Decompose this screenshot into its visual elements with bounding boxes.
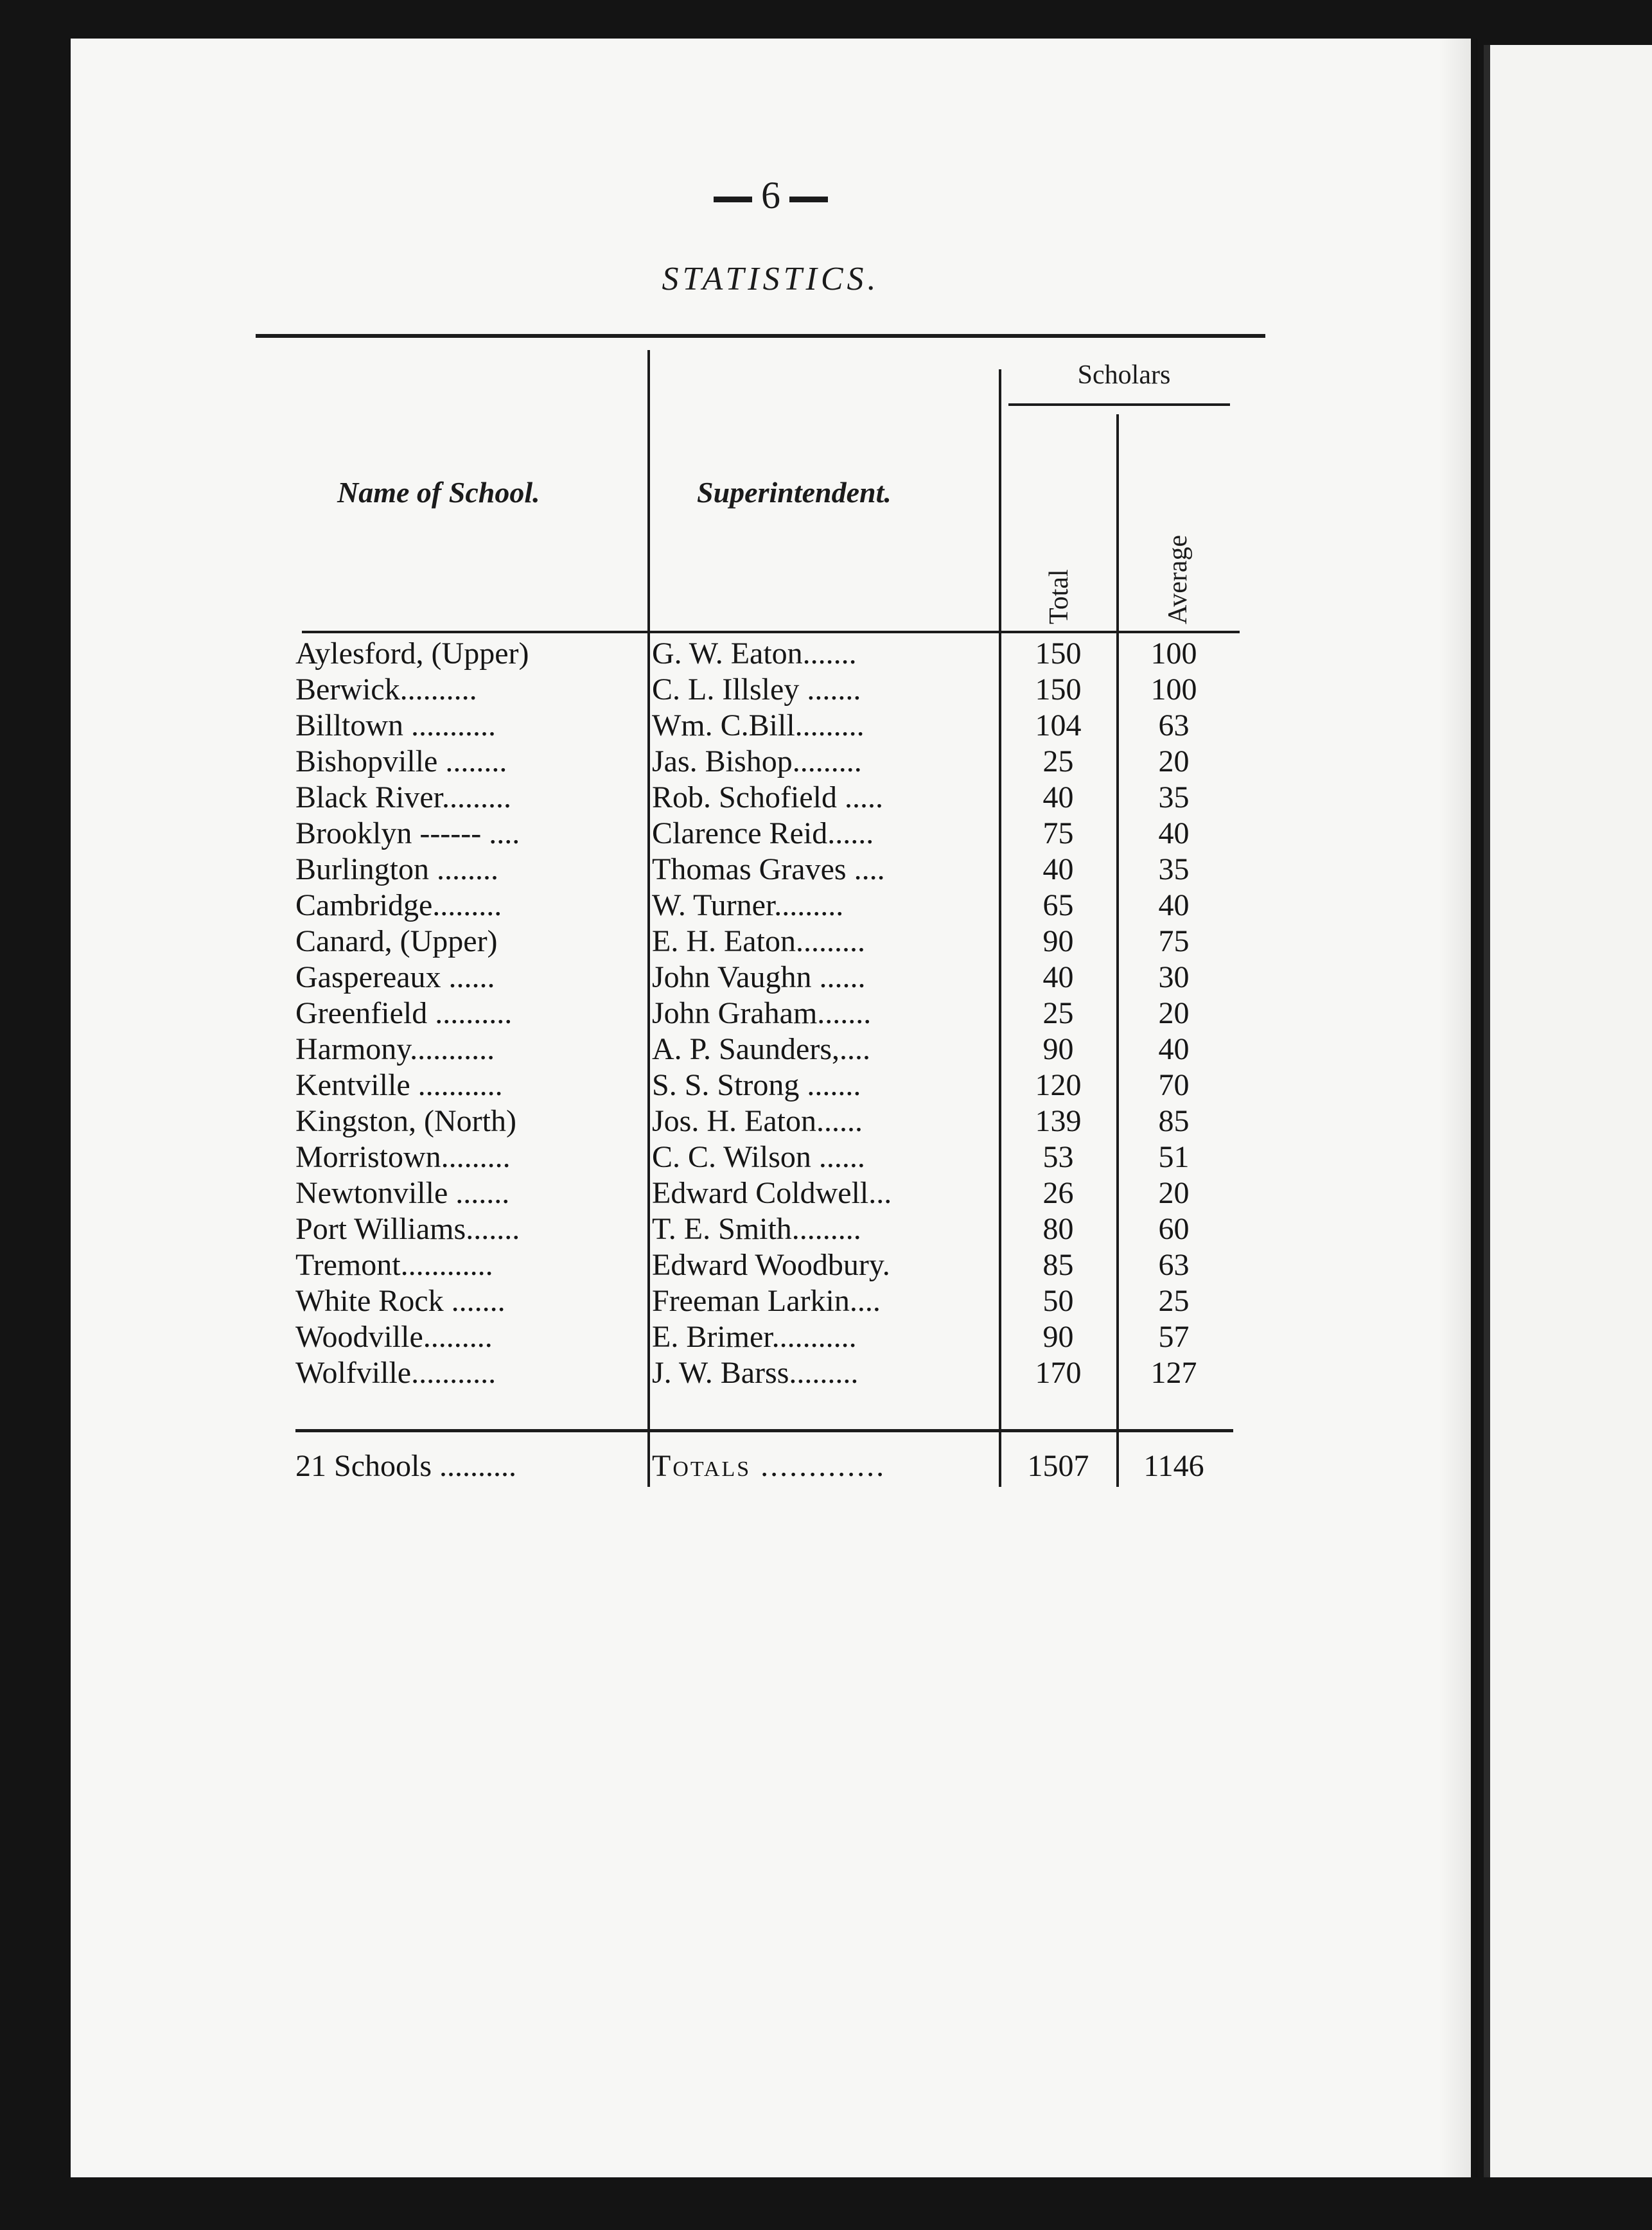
totals-label: Totals .............	[652, 1449, 886, 1483]
superintendent-name: Edward Coldwell...	[652, 1176, 892, 1210]
school-name: Black River.........	[295, 780, 511, 814]
superintendent-name: Freeman Larkin....	[652, 1284, 881, 1318]
superintendent-name: C. L. Illsley .......	[652, 672, 861, 707]
average-scholars: 57	[1158, 1320, 1190, 1354]
average-scholars: 100	[1150, 672, 1197, 707]
grand-total-average: 1146	[1143, 1449, 1204, 1483]
school-name: Port Williams.......	[295, 1212, 520, 1246]
school-count: 21 Schools ..........	[295, 1449, 517, 1483]
page-number-dash-left	[714, 197, 752, 202]
average-scholars: 40	[1158, 816, 1190, 850]
total-scholars: 139	[1035, 1104, 1082, 1138]
school-name: Greenfield ..........	[295, 996, 513, 1030]
average-scholars: 70	[1158, 1068, 1190, 1102]
superintendent-name: S. S. Strong .......	[652, 1068, 861, 1102]
average-scholars: 20	[1158, 1176, 1190, 1210]
average-scholars: 20	[1158, 744, 1190, 778]
page-number-dash-right	[789, 197, 828, 202]
average-scholars: 63	[1158, 1248, 1190, 1282]
average-scholars: 35	[1158, 852, 1190, 886]
average-scholars: 25	[1158, 1284, 1190, 1318]
school-name: Kingston, (North)	[295, 1104, 516, 1138]
total-scholars: 104	[1035, 708, 1082, 742]
header-scholars: Scholars	[1077, 360, 1171, 390]
superintendent-name: T. E. Smith.........	[652, 1212, 861, 1246]
totals-rule	[295, 1429, 1233, 1432]
superintendent-name: Jos. H. Eaton......	[652, 1104, 863, 1138]
header-bottom-rule	[302, 631, 1240, 633]
superintendent-name: Rob. Schofield .....	[652, 780, 883, 814]
total-scholars: 120	[1035, 1068, 1082, 1102]
total-scholars: 40	[1042, 780, 1074, 814]
total-scholars: 25	[1042, 996, 1074, 1030]
school-name: Gaspereaux ......	[295, 960, 495, 994]
page-number-text: 6	[761, 174, 780, 216]
total-scholars: 53	[1042, 1140, 1074, 1174]
superintendent-name: J. W. Barss.........	[652, 1356, 859, 1390]
column-divider-2	[999, 369, 1001, 1487]
school-name: Burlington ........	[295, 852, 499, 886]
school-name: Wolfville...........	[295, 1356, 496, 1390]
header-superintendent: Superintendent.	[697, 476, 892, 509]
school-name: Harmony...........	[295, 1032, 495, 1066]
total-scholars: 85	[1042, 1248, 1074, 1282]
school-name: Brooklyn ------ ....	[295, 816, 520, 850]
school-name: Berwick..........	[295, 672, 477, 707]
column-divider-1	[647, 350, 650, 1487]
superintendent-name: Thomas Graves ....	[652, 852, 885, 886]
superintendent-name: Wm. C.Bill.........	[652, 708, 865, 742]
school-name: Tremont............	[295, 1248, 493, 1282]
total-scholars: 25	[1042, 744, 1074, 778]
grand-total-scholars: 1507	[1027, 1449, 1089, 1483]
superintendent-name: John Graham.......	[652, 996, 872, 1030]
school-name: Bishopville ........	[295, 744, 507, 778]
total-scholars: 170	[1035, 1356, 1082, 1390]
superintendent-name: John Vaughn ......	[652, 960, 866, 994]
average-scholars: 51	[1158, 1140, 1190, 1174]
school-name: Cambridge.........	[295, 888, 502, 922]
total-scholars: 150	[1035, 637, 1082, 671]
superintendent-name: C. C. Wilson ......	[652, 1140, 865, 1174]
total-scholars: 90	[1042, 1320, 1074, 1354]
school-name: Morristown.........	[295, 1140, 511, 1174]
average-scholars: 63	[1158, 708, 1190, 742]
school-name: Canard, (Upper)	[295, 924, 498, 958]
total-scholars: 40	[1042, 960, 1074, 994]
school-name: Woodville.........	[295, 1320, 493, 1354]
average-scholars: 75	[1158, 924, 1190, 958]
facing-page-edge	[1484, 45, 1652, 2177]
total-scholars: 40	[1042, 852, 1074, 886]
total-scholars: 50	[1042, 1284, 1074, 1318]
total-scholars: 65	[1042, 888, 1074, 922]
average-scholars: 30	[1158, 960, 1190, 994]
total-scholars: 80	[1042, 1212, 1074, 1246]
average-scholars: 127	[1150, 1356, 1197, 1390]
school-name: Kentville ...........	[295, 1068, 503, 1102]
average-scholars: 100	[1150, 637, 1197, 671]
superintendent-name: E. H. Eaton.........	[652, 924, 865, 958]
superintendent-name: Edward Woodbury.	[652, 1248, 890, 1282]
total-scholars: 90	[1042, 1032, 1074, 1066]
page-number	[674, 173, 867, 218]
superintendent-name: Clarence Reid......	[652, 816, 874, 850]
superintendent-name: G. W. Eaton.......	[652, 637, 857, 671]
table-top-rule	[256, 334, 1265, 338]
superintendent-name: Jas. Bishop.........	[652, 744, 862, 778]
total-scholars: 26	[1042, 1176, 1074, 1210]
average-scholars: 60	[1158, 1212, 1190, 1246]
average-scholars: 40	[1158, 888, 1190, 922]
header-school-name: Name of School.	[337, 476, 540, 509]
total-scholars: 150	[1035, 672, 1082, 707]
school-name: Newtonville .......	[295, 1176, 510, 1210]
average-scholars: 35	[1158, 780, 1190, 814]
page-fold-shadow	[1439, 39, 1477, 2177]
column-divider-3	[1116, 414, 1119, 1487]
school-name: Aylesford, (Upper)	[295, 637, 529, 671]
superintendent-name: E. Brimer...........	[652, 1320, 857, 1354]
school-name: White Rock .......	[295, 1284, 505, 1318]
average-scholars: 85	[1158, 1104, 1190, 1138]
school-name: Billtown ...........	[295, 708, 496, 742]
average-scholars: 20	[1158, 996, 1190, 1030]
superintendent-name: A. P. Saunders,....	[652, 1032, 871, 1066]
superintendent-name: W. Turner.........	[652, 888, 844, 922]
header-average: Average	[1163, 534, 1193, 624]
average-scholars: 40	[1158, 1032, 1190, 1066]
scholars-underline	[1008, 403, 1230, 406]
total-scholars: 90	[1042, 924, 1074, 958]
header-total: Total	[1044, 569, 1074, 624]
page-title: STATISTICS.	[662, 261, 880, 297]
total-scholars: 75	[1042, 816, 1074, 850]
